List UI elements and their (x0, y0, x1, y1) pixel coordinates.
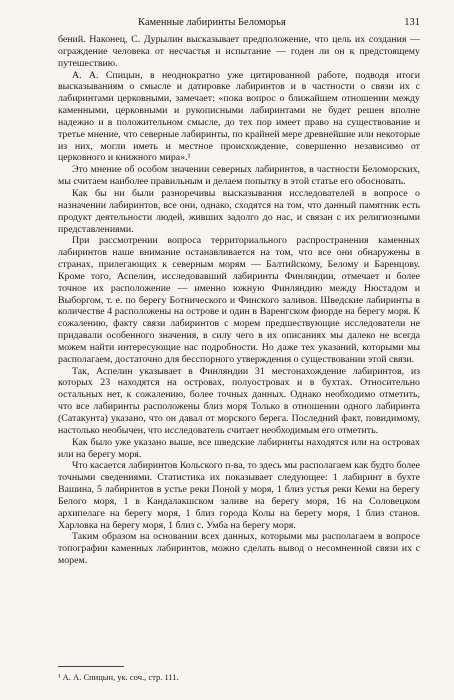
paragraph: бений. Наконец, С. Дурылин высказывает предположение, что цель их создания — ограждение человека от несчастья и испытание — годен ли он к предстоящему путешествию. (58, 34, 420, 69)
footnote-divider (58, 666, 124, 667)
paragraph: Таким образом на основании всех данных, которыми мы располагаем в вопросе топографии каменных лабиринтов, можно сделать вывод о несомненной связи их с морем. (58, 531, 420, 567)
paragraph: Это мнение об особом значении северных лабиринтов, в частности Беломорских, мы считаем наиболее правильным и делаем попытку в этой статье его обосновать. (58, 164, 420, 188)
body-text (58, 34, 420, 567)
paragraph: Что касается лабиринтов Кольского п-ва, то здесь мы располагаем как будто более точными сведениями. Статистика их показывает следующее: 1 лабиринт в бухте Вашина, 5 лабиринтов в устье реки Поной у моря, 1 близ устья реки Кеми на берегу Белого моря, 1 в Кандалакшском заливе на берегу моря, 16 на Соловецком архипелаге на берегу моря, 1 близ города Колы на берегу моря, 1 близ станов. Харловка на берегу моря, 1 близ с. Умба на берегу моря. (58, 460, 420, 531)
footnote: ¹ А. А. Спицын, ук. соч., стр. 111. (58, 672, 179, 682)
paragraph: Как бы ни были разноречивы высказывания исследователей в вопросе о назначении лабиринтов, все они, однако, сходятся на том, что данный памятник есть продукт деятельности людей, живших задолго до нас, и связан с их религиозными представлениями. (58, 187, 420, 235)
paragraph: Так, Аспелин указывает в Финляндии 31 местонахождение лабиринтов, из которых 23 находятся на островах, полуостровах и в бухтах. Относительно остальных нет, к сожалению, более точных данных. Однако необходимо отметить, что все лабиринты расположены близ моря Только в отношении одного лабиринта (Сатакунта) указано, что он давал от морского берега. Последний факт, повидимому, настолько необычен, что исследователь считает необходимым его отметить. (58, 365, 420, 436)
running-title: Каменные лабиринты Беломорья (138, 17, 286, 28)
paragraph: А. А. Спицын, в неоднократно уже цитированной работе, подводя итоги высказываниям о смысле и датировке лабиринтов и в частности о связи их с лабиринтами церковными, замечает: «пока вопрос о ближайшем отношении между каменными, церковными и рукописными лабиринтами не будет решен вполне надежно и в положительном смысле, до тех пор имеет право на существование и третье мнение, что северные лабиринты, по крайней мере древнейшие или некоторые из них, могли иметь и местное происхождение, совершенно независимо от церковного и книжного мира».¹ (58, 69, 420, 164)
paragraph: Как было уже указано выше, все шведские лабиринты находятся или на островах или на берегу моря. (58, 436, 420, 460)
paragraph: При рассмотрении вопроса территориального распространения каменных лабиринтов наше внимание останавливается на том, что все они обнаружены в странах, прилегающих к северным морям — Балтийскому, Белому и Баренцову. Кроме того, Аспелин, исследовавший лабиринты Финляндии, отмечает и более точное их расположение — именно южную Финляндию между Нюстадом и Выборгом, т. е. по берегу Ботнического и Финского заливов. Шведские лабиринты в количестве 4 расположены на острове и один в Варенгском фиорде на берегу моря. К сожалению, факту связи лабиринтов с морем предшествующие исследователи не придавали особенного значения, в силу чего в их описаниях мы далеко не всегда можем найти интересующие нас подробности. Но даже тех указаний, которыми мы располагаем, достаточно для бесспорного утверждения о существовании этой связи. (58, 235, 420, 365)
page-number: 131 (404, 17, 420, 28)
page-header (60, 16, 420, 30)
